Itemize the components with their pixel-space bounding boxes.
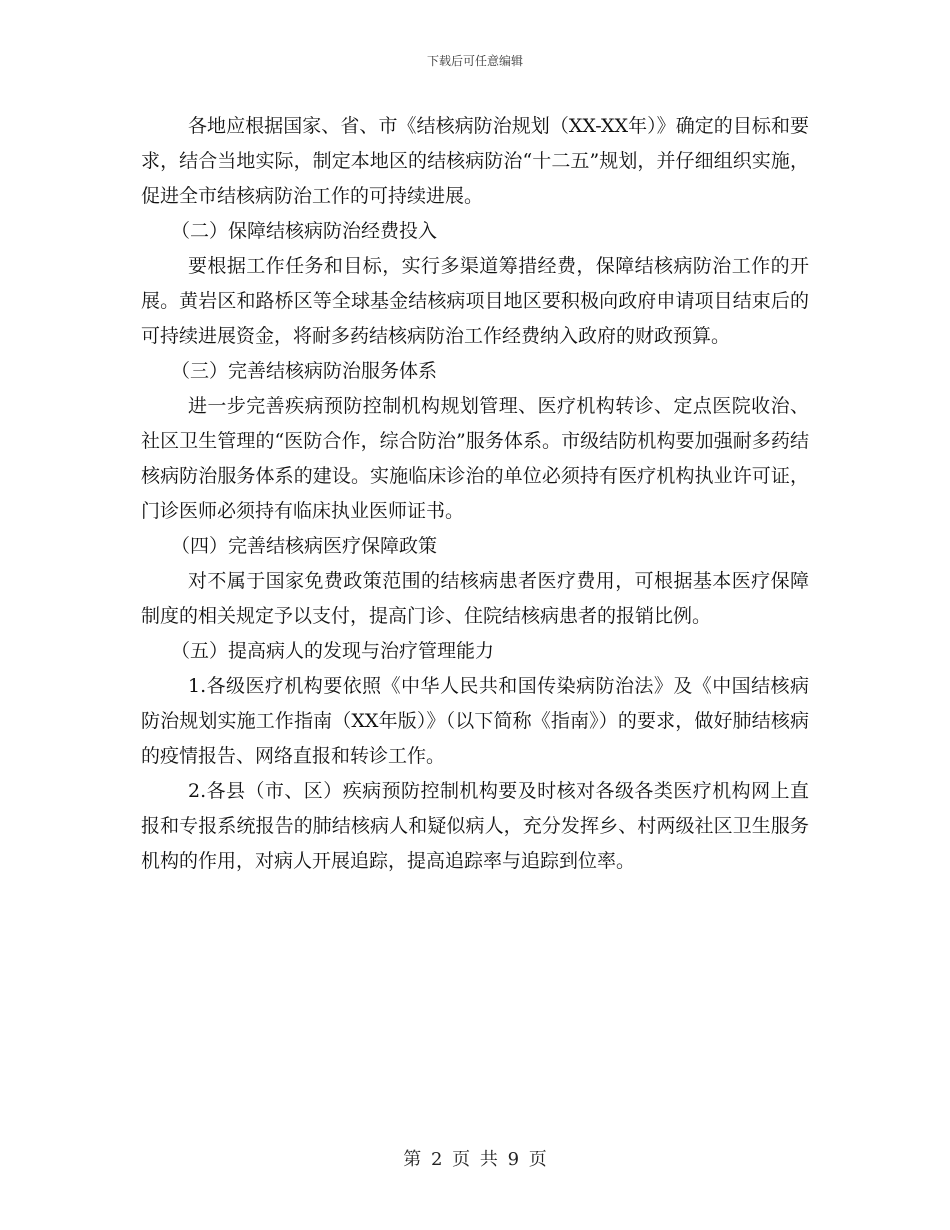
document-body [141,109,809,879]
section-heading-medical-insurance: （四）完善结核病医疗保障政策 [171,535,438,557]
paragraph-planning: 各地应根据国家、省、市《结核病防治规划（XX-XX年）》确定的目标和要求，结合当地实际，制定本地区的结核病防治“十二五”规划，并仔细组织实施，促进全市结核病防治工作的可持续进展。 [141,115,809,207]
paragraph-item-1-reporting: 1.各级医疗机构要依照《中华人民共和国传染病防治法》及《中国结核病防治规划实施工作指南（XX年版）》（以下简称《指南》）的要求，做好肺结核病的疫情报告、网络直报和转诊工作。 [141,675,809,767]
section-heading-service-system: （三）完善结核病防治服务体系 [171,360,438,382]
paragraph-service-system: 进一步完善疾病预防控制机构规划管理、医疗机构转诊、定点医院收治、社区卫生管理的“医防合作，综合防治”服务体系。市级结防机构要加强耐多药结核病防治服务体系的建设。实施临床诊治的单位必须持有医疗机构执业许可证，门诊医师必须持有临床执业医师证书。 [141,395,809,522]
section-heading-detection-treatment: （五）提高病人的发现与治疗管理能力 [171,640,495,662]
page-header-note: 下载后可任意编辑 [426,54,523,68]
section-heading-funding: （二）保障结核病防治经费投入 [171,220,438,242]
paragraph-item-2-tracking: 2.各县（市、区）疾病预防控制机构要及时核对各级各类医疗机构网上直报和专报系统报告的肺结核病人和疑似病人，充分发挥乡、村两级社区卫生服务机构的作用，对病人开展追踪，提高追踪率与追踪到位率。 [141,780,809,872]
page-number: 第 2 页 共 9 页 [403,1149,547,1170]
paragraph-funding: 要根据工作任务和目标，实行多渠道筹措经费，保障结核病防治工作的开展。黄岩区和路桥区等全球基金结核病项目地区要积极向政府申请项目结束后的可持续进展资金，将耐多药结核病防治工作经费纳入政府的财政预算。 [141,255,809,347]
paragraph-medical-insurance: 对不属于国家免费政策范围的结核病患者医疗费用，可根据基本医疗保障制度的相关规定予以支付，提高门诊、住院结核病患者的报销比例。 [141,570,809,627]
